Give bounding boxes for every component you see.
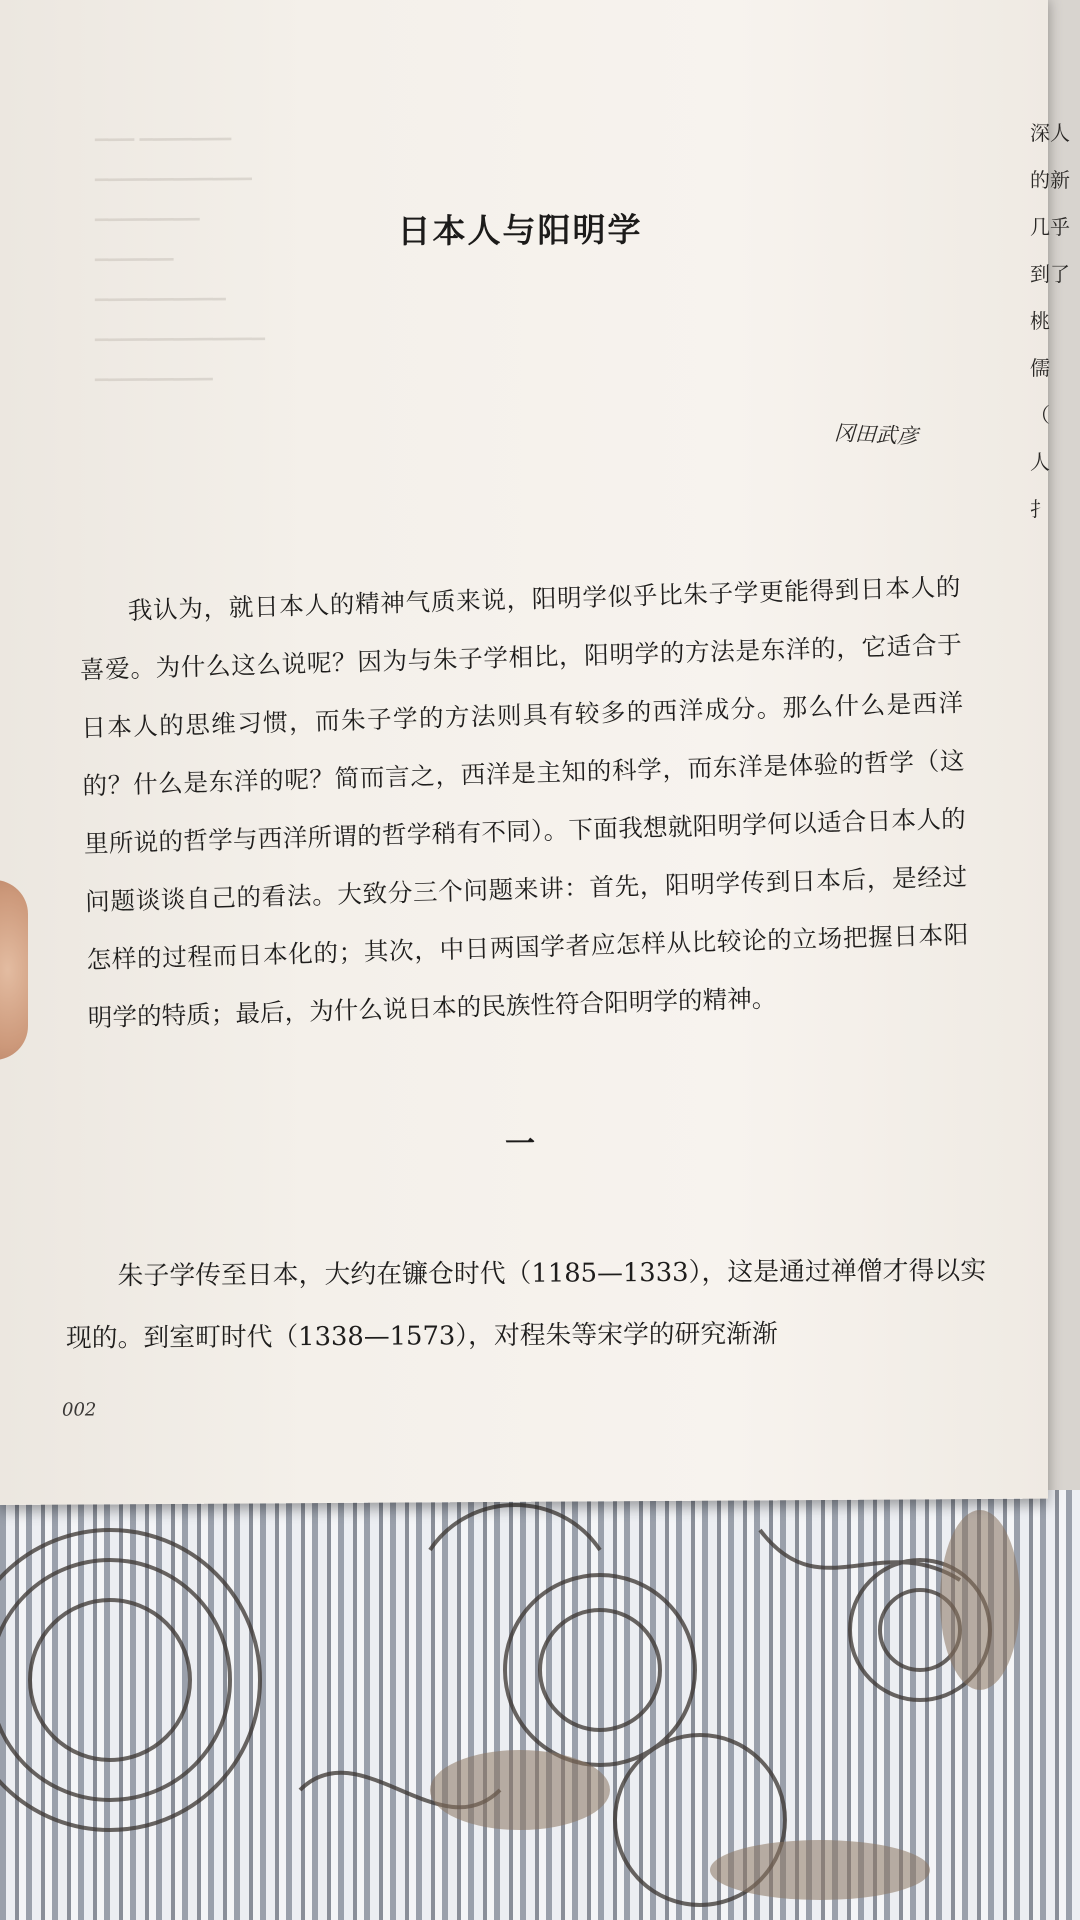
bleed-through-text: ▔▔▔ ▔▔▔▔▔▔▔ ▔▔▔▔▔▔▔▔▔▔▔▔ ▔▔▔▔▔▔▔▔ ▔▔▔▔▔▔ ▔▔▔▔▔▔▔▔▔▔ ▔▔▔▔▔▔▔▔▔▔▔▔▔ ▔▔▔▔▔▔▔▔▔ bbox=[95, 138, 265, 400]
thumb bbox=[0, 880, 28, 1060]
edge-line: 桃 bbox=[1030, 309, 1050, 333]
edge-line: 几乎 bbox=[1030, 215, 1070, 239]
next-page-edge-text bbox=[1030, 110, 1080, 533]
edge-line: 扌 bbox=[1030, 497, 1050, 521]
page-number: 002 bbox=[62, 1399, 97, 1421]
edge-line: 儒 bbox=[1030, 356, 1050, 380]
author-name: 冈田武彦 bbox=[833, 420, 919, 449]
edge-line: 人 bbox=[1030, 450, 1050, 474]
paragraph-intro: 我认为，就日本人的精神气质来说，阳明学似乎比朱子学更能得到日本人的喜爱。为什么这么说呢？因为与朱子学相比，阳明学的方法是东洋的，它适合于日本人的思维习惯，而朱子学的方法则具有较多的西洋成分。那么什么是西洋的？什么是东洋的呢？简而言之，西洋是主知的科学，而东洋是体验的哲学（这里所说的哲学与西洋所谓的哲学稍有不同）。下面我想就阳明学何以适合日本人的问题谈谈自己的看法。大致分三个问题来讲：首先，阳明学传到日本后，是经过怎样的过程而日本化的；其次，中日两国学者应怎样从比较论的立场把握日本阳明学的特质；最后，为什么说日本的民族性符合阳明学的精神。 bbox=[79, 572, 969, 1033]
edge-line: （ bbox=[1030, 403, 1050, 427]
edge-line: 的新 bbox=[1030, 168, 1070, 192]
edge-line: 深人 bbox=[1030, 121, 1070, 145]
section-number: 一 bbox=[505, 1126, 535, 1162]
tablecloth-background bbox=[0, 1490, 1080, 1920]
edge-line: 到了 bbox=[1030, 262, 1070, 286]
paragraph-section-one: 朱子学传至日本，大约在镰仓时代（1185—1333），这是通过禅僧才得以实现的。到室町时代（1338—1573），对程朱等宋学的研究渐渐 bbox=[66, 1255, 986, 1354]
chapter-title: 日本人与阳明学 bbox=[397, 210, 643, 251]
